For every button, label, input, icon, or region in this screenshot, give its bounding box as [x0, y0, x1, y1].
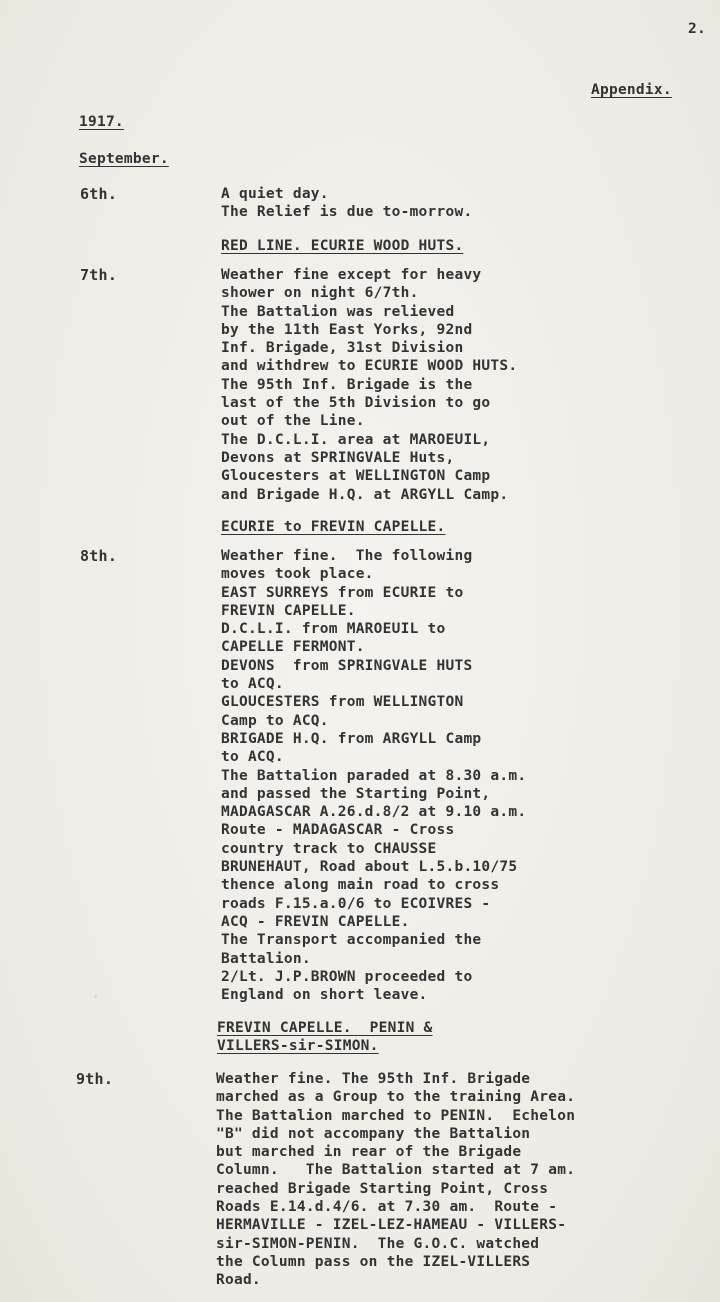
entry-line: Roads E.14.d.4/6. at 7.30 am. Route - — [216, 1199, 558, 1216]
entry-line: reached Brigade Starting Point, Cross — [216, 1180, 549, 1197]
page-number: 2. — [688, 21, 706, 37]
entry-line: to ACQ. — [221, 749, 284, 766]
entry-line: The Battalion paraded at 8.30 a.m. — [221, 767, 527, 784]
entry-line: sir-SIMON-PENIN. The G.O.C. watched — [216, 1235, 540, 1252]
entry-text-6th — [221, 185, 472, 222]
entry-line: Weather fine except for heavy — [221, 267, 482, 283]
entry-line: The Relief is due to-morrow. — [221, 204, 473, 221]
entry-line: Battalion. — [221, 950, 311, 967]
entry-line: and withdrew to ECURIE WOOD HUTS. — [221, 358, 518, 375]
entry-line: by the 11th East Yorks, 92nd — [221, 321, 473, 338]
entry-line: D.C.L.I. from MAROEUIL to — [221, 621, 446, 638]
entry-line: thence along main road to cross — [221, 877, 500, 894]
entry-text-9th — [216, 1070, 575, 1290]
entry-line: BRIGADE H.Q. from ARGYLL Camp — [221, 730, 482, 747]
entry-line: FREVIN CAPELLE. — [221, 602, 356, 619]
entry-line: but marched in rear of the Brigade — [216, 1144, 522, 1161]
entry-line: BRUNEHAUT, Road about L.5.b.10/75 — [221, 859, 518, 876]
appendix-label: Appendix. — [591, 82, 672, 98]
entry-line: last of the 5th Division to go — [221, 395, 491, 412]
entry-line: moves took place. — [221, 566, 374, 583]
entry-line: Gloucesters at WELLINGTON Camp — [221, 468, 491, 485]
entry-line: England on short leave. — [221, 987, 428, 1004]
entry-line: ACQ - FREVIN CAPELLE. — [221, 913, 410, 930]
entry-date-9th: 9th. — [76, 1070, 114, 1088]
entry-date-7th: 7th. — [80, 266, 118, 284]
entry-line: Weather fine. The 95th Inf. Brigade — [216, 1071, 531, 1087]
entry-line: Route - MADAGASCAR - Cross — [221, 822, 455, 839]
entry-line: and passed the Starting Point, — [221, 785, 491, 802]
entry-line: EAST SURREYS from ECURIE to — [221, 584, 464, 601]
entry-text-7th — [221, 266, 517, 504]
entry-line: GLOUCESTERS from WELLINGTON — [221, 694, 464, 711]
section-heading-red-line: RED LINE. ECURIE WOOD HUTS. — [221, 238, 464, 254]
entry-line: Camp to ACQ. — [221, 712, 329, 729]
entry-line: The Transport accompanied the — [221, 932, 482, 949]
year-heading: 1917. — [79, 114, 124, 130]
entry-line: "B" did not accompany the Battalion — [216, 1125, 531, 1142]
entry-line: The 95th Inf. Brigade is the — [221, 376, 473, 393]
entry-line: 2/Lt. J.P.BROWN proceeded to — [221, 968, 473, 985]
entry-line: Road. — [216, 1272, 261, 1289]
section-heading-ecurie-frevin: ECURIE to FREVIN CAPELLE. — [221, 519, 446, 535]
entry-line: CAPELLE FERMONT. — [221, 639, 365, 656]
entry-line: marched as a Group to the training Area. — [216, 1089, 576, 1106]
entry-line: Inf. Brigade, 31st Division — [221, 340, 464, 357]
month-heading: September. — [79, 151, 169, 167]
entry-line: the Column pass on the IZEL-VILLERS — [216, 1253, 531, 1270]
entry-line: A quiet day. — [221, 186, 329, 202]
entry-text-8th — [221, 547, 526, 1004]
section-heading-line: FREVIN CAPELLE. PENIN & — [217, 1020, 433, 1036]
entry-line: The Battalion was relieved — [221, 303, 455, 320]
entry-line: and Brigade H.Q. at ARGYLL Camp. — [221, 486, 509, 503]
section-heading-line: VILLERS-sir-SIMON. — [217, 1038, 379, 1055]
section-heading-frevin-penin — [217, 1019, 433, 1056]
entry-line: Devons at SPRINGVALE Huts, — [221, 449, 455, 466]
entry-line: Column. The Battalion started at 7 am. — [216, 1162, 576, 1179]
paper-mark — [94, 995, 97, 998]
entry-date-8th: 8th. — [80, 547, 118, 565]
entry-date-6th: 6th. — [80, 185, 118, 203]
entry-line: MADAGASCAR A.26.d.8/2 at 9.10 a.m. — [221, 804, 527, 821]
entry-line: to ACQ. — [221, 676, 284, 693]
entry-line: HERMAVILLE - IZEL-LEZ-HAMEAU - VILLERS- — [216, 1217, 567, 1234]
entry-line: DEVONS from SPRINGVALE HUTS — [221, 657, 473, 674]
entry-line: country track to CHAUSSE — [221, 840, 437, 857]
entry-line: The D.C.L.I. area at MAROEUIL, — [221, 431, 491, 448]
entry-line: Weather fine. The following — [221, 548, 473, 564]
entry-line: The Battalion marched to PENIN. Echelon — [216, 1107, 576, 1124]
entry-line: out of the Line. — [221, 413, 365, 430]
entry-line: shower on night 6/7th. — [221, 285, 419, 302]
entry-line: roads F.15.a.0/6 to ECOIVRES - — [221, 895, 491, 912]
